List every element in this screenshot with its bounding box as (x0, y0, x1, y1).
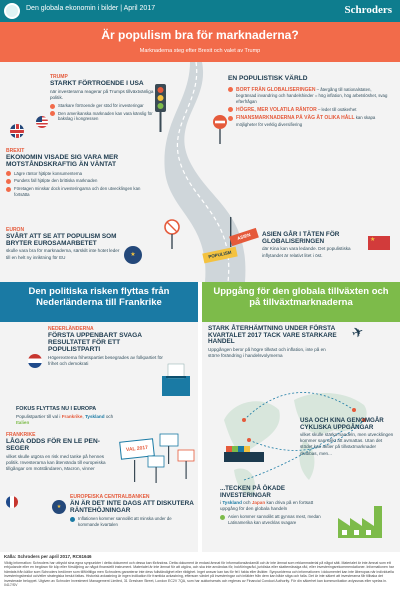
brexit-tag: BREXIT (6, 148, 25, 154)
invest-text: i Tyskland och Japan kan driva på en fortsatt uppgång för den globala handeln (220, 500, 314, 512)
bullet-icon (228, 87, 233, 92)
uk-flag-icon (10, 124, 24, 138)
brexit-block (6, 148, 154, 197)
populist-world-item-2: HÖGRE, MER VOLATILA RÄNTOR – leder till osäkerhet (228, 107, 388, 114)
populist-world-block (228, 76, 388, 127)
france-tag: FRANKRIKE (6, 432, 36, 438)
main-title: Är populism bra för marknaderna? (101, 28, 299, 42)
left-header (0, 282, 198, 322)
bullet-icon (6, 171, 11, 176)
brexit-bullet-1: Lägre räntor hjälpte konsumenterna (6, 171, 154, 177)
bullet-icon (50, 104, 55, 109)
country-germany-invest: Tyskland (222, 500, 242, 505)
country-france: Frankrike (61, 413, 83, 419)
bullet-icon (50, 111, 55, 116)
left-header-title: Den politiska risken flyttas från Nederländerna till Frankrike (28, 286, 170, 308)
populist-world-item-1: BORT FRÅN GLOBALISERINGEN – återgång till nationalstaten, begränsad invandring och handelshinder = hög inflation, hög arbetslöshet, svag efterfrågan (228, 87, 388, 105)
globe-icon (4, 3, 20, 19)
nl-tag: NEDERLÄNDERNA (48, 326, 94, 332)
country-italy: Italien (16, 419, 30, 425)
top-bar-title: Den globala ekonomin i bilder (26, 5, 119, 12)
bullet-icon (6, 187, 11, 192)
main-header (0, 22, 400, 62)
trump-tag: TRUMP (50, 74, 68, 80)
populist-world-item-3: FINANSMARKNADERNA PÅ VÄG ÅT OLIKA HÅLL kan skapa möjligheter för verklig diversifiering (228, 115, 388, 127)
ballot-box-illustration (158, 360, 194, 400)
factory-icon (336, 500, 386, 540)
trade-text: Uppgången beror på högre tillväxt och inflation, inte på en större förändring i handelsvolymerna (208, 347, 326, 359)
euro-tag: EURON (6, 227, 25, 233)
france-heading: LÅGA ODDS FÖR EN LE PEN-SEGER (6, 438, 100, 452)
nl-flag-icon (28, 354, 42, 368)
legal-disclaimer: Viktig information: Schroders har uttryckt sina egna synpunkter i detta dokument och dessa kan förändras. Detta dokument är endast ämnat för informationsändamål och är inte ämnat som reklammaterial på något sätt. Materialet är inte ämnat som ett erbjudande eller en begäran för köp eller försäljning av något finansiellt instrument. Materialet är inte ämnat för att utgöra, och ska inte användas för, bokföringsråd, juridiska eller skattemässiga råd, eller investeringsrekommendationer. Informationen har hämtats från källor som Schroders bedömer som tillförlitliga men Schroders garanterar inte dess fullständighet eller riktighet. Inget ansvar kan tas för fel i fakta eller åsikter. Synpunkterna och informationen i dokumentet kan inte åberopas när individuella investeringsbeslut och/eller strategiska beslut fattas. Historisk avkastning är ingen indikation för framtida avkastning, eftersom värdet på investeringar och intäkter från dem kan både stiga och falla. Det är inte säkert att investerarna får tillbaka det investerade beloppet. Utgiven av Schroder Investment Management Limited, 31 Gresham Street, London EC2V 7QA, som har auktoriserats och regleras av Financial Conduct Authority. För din säkerhet kan kommunikation avlyssnas eller spelas in. 0417/SV (4, 561, 394, 588)
ecb-bullet-1: Inflationen kommer sannolikt att minska under de kommande kvartalen (70, 516, 194, 527)
euro-block (6, 227, 122, 261)
asia-text: där Kina kan vara ledande. Det populistiska inflytandet är relativt litet i öst. (262, 246, 351, 258)
footer (0, 552, 400, 600)
top-bar-separator: | (120, 5, 123, 12)
source-note: Källa: Schroders per april 2017, RC61646 (4, 554, 92, 559)
eu-flag-small-icon: ★ (52, 500, 66, 514)
top-bar (0, 0, 400, 22)
trump-text: när investerarna reagerar på Trumps tillväxtvänliga politik. (50, 88, 154, 101)
main-subtitle: Marknaderna steg efter Brexit och valet av Trump (139, 48, 261, 54)
footer-code: 0417/SV (4, 583, 18, 588)
focus-text: Populistpartier till val i Frankrike, Tyskland och Italien (16, 413, 114, 425)
airplane-icon: ✈ (349, 322, 366, 342)
top-bar-date: April 2017 (123, 5, 156, 12)
focus-heading: FOKUS FLYTTAS NU I EUROPA (16, 406, 97, 412)
nl-block (48, 326, 168, 367)
trump-heading: STARKT FÖRTROENDE I USA (50, 80, 144, 87)
asia-heading: ASIEN GÅR I TÄTEN FÖR GLOBALISERINGEN (262, 231, 340, 245)
china-flag-icon: ★ (368, 236, 390, 250)
bullet-icon (70, 517, 75, 522)
populism-sign: POPULISM (202, 247, 237, 264)
ecb-block (70, 494, 194, 528)
trump-bullet-1: Starkare förtroende ger stöd för investeringar (50, 103, 160, 109)
nl-text: Högerextrema frihetspartiet besegrades av folkpartiet för frihet och demokrati (48, 354, 163, 366)
trade-heading: STARK ÅTERHÄMTNING UNDER FÖRSTA KVARTALET 2017 TACK VARE STARKARE HANDEL (208, 325, 337, 346)
bullet-icon (228, 107, 233, 112)
trump-bullet-2: Den amerikanska marknaden kan vara känslig för bakslag i kongressen (50, 111, 160, 122)
bullet-icon (228, 116, 233, 121)
china-heading: USA OCH KINA GENOMGÅR CYKLISKA UPPGÅNGAR (300, 417, 384, 431)
trump-block (50, 74, 160, 122)
focus-block (16, 407, 126, 426)
schroders-logo: Schroders (344, 4, 392, 16)
nl-heading: FÖRSTA UPPENBART SVAGA RESULTATET FÖR ETT POPULISTPARTI (48, 332, 142, 353)
eu-flag-icon: ★ (124, 246, 142, 264)
right-header (202, 282, 400, 322)
brexit-bullet-2: Pundets fall hjälpte den brittiska marknaden (6, 178, 154, 184)
euro-text: skulle vara bra för marknaderna, särskilt inte hotet leder till en helt ny inriktning för EU (6, 248, 120, 260)
invest-block (220, 486, 328, 526)
top-bar-text (26, 5, 155, 12)
china-text: vilket skulle stärka handeln, men utvecklingen kommer sannolikt att avmattas. Utan det stödet kan aktier på tillväxtmarknader drabbas, men... (300, 432, 394, 456)
euro-heading: SVÅRT ATT SE ATT POPULISM SOM BRYTER EUROSAMARBETET (6, 233, 117, 247)
trade-block (208, 326, 358, 360)
france-block (6, 432, 106, 472)
populist-world-heading: EN POPULISTISK VÄRLD (228, 75, 308, 82)
invest-heading: ...TECKEN PÅ ÖKADE INVESTERINGAR (220, 485, 285, 499)
ecb-tag: EUROPEISKA CENTRALBANKEN (70, 494, 150, 500)
election-sign: VAL 2017 (119, 438, 155, 459)
france-flag-icon (6, 496, 18, 508)
country-germany: Tyskland (84, 413, 105, 419)
right-header-title: Uppgång för den globala tillväxten och på tillväxtmarknaderna (213, 286, 389, 308)
brexit-bullet-3: Företagen minskar dock investeringarna och den utvecklingen kan fortsätta (6, 186, 154, 197)
china-block (300, 418, 394, 457)
ecb-heading: ÄN ÄR DET INTE DAGS ATT DISKUTERA RÄNTEHÖJNINGAR (70, 500, 194, 514)
country-japan: Japan (251, 500, 266, 505)
asia-sign: ASIEN (229, 228, 259, 246)
bullet-icon (6, 179, 11, 184)
invest-bullet-1: Asien kommer sannolikt att gynnas mest, medan Latinamerika kan utvecklas svagare (220, 514, 328, 525)
brexit-heading: EKONOMIN VISADE SIG VARA MER MOTSTÅNDSKRAFTIG ÄN VÄNTAT (6, 154, 119, 168)
bullet-icon (220, 515, 225, 520)
france-text: vilket skulle utgöra en risk med tanke på hennes politik. Investerarna kan återvända till europeiska tillgångar om motståndaren, Macron, vinner (6, 453, 106, 472)
asia-block (262, 232, 366, 259)
protest-signs-illustration (108, 430, 198, 485)
us-flag-icon (36, 116, 48, 128)
